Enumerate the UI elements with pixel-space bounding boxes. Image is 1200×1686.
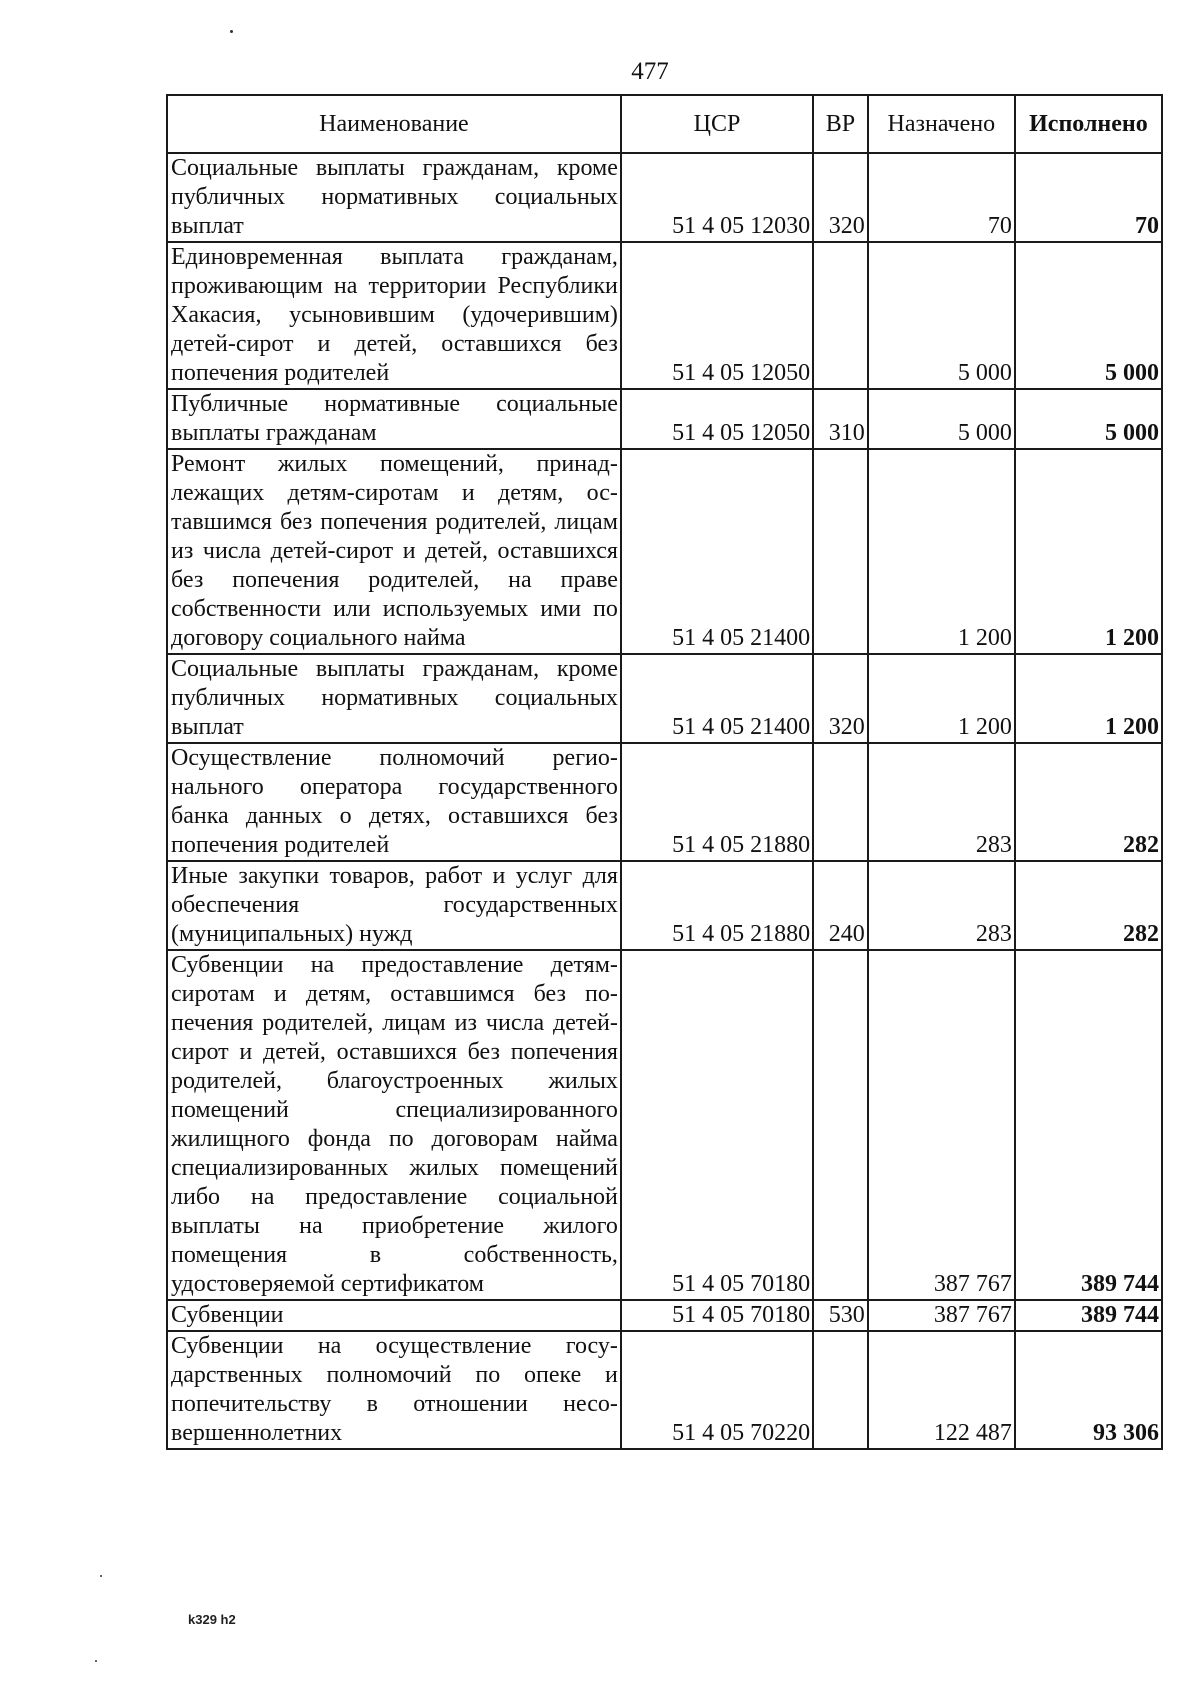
document-code: k329 h2 (188, 1612, 236, 1627)
table-row (167, 389, 1162, 449)
row-executed: 1 200 (1015, 654, 1162, 743)
row-vr (813, 242, 868, 389)
header-name: Наименование (167, 95, 621, 153)
header-assigned: Назначено (868, 95, 1015, 153)
table-row (167, 1331, 1162, 1449)
row-csr: 51 4 05 12050 (621, 389, 813, 449)
row-name: Субвенции на осуществление государственных полномочий по опеке и попечительству в отношении несовершеннолетних (167, 1331, 621, 1449)
row-vr (813, 1331, 868, 1449)
row-assigned: 5 000 (868, 242, 1015, 389)
row-name: Ремонт жилых помещений, принадлежащих детям-сиротам и детям, оставшимся без попечения родителей, лицам из числа детей-сирот и детей, оставшихся без попечения родителей, на праве собственности или используемых ими по договору социального найма (167, 449, 621, 654)
row-name: Иные закупки товаров, работ и услуг для обеспечения государственных (муниципальных) нужд (167, 861, 621, 950)
row-vr (813, 449, 868, 654)
scan-speck (95, 1660, 97, 1662)
row-vr (813, 950, 868, 1300)
page-number: 477 (631, 58, 669, 85)
row-name: Субвенции (167, 1300, 621, 1331)
row-vr: 530 (813, 1300, 868, 1331)
table-row (167, 654, 1162, 743)
row-assigned: 5 000 (868, 389, 1015, 449)
table-row (167, 743, 1162, 861)
row-executed: 389 744 (1015, 950, 1162, 1300)
row-assigned: 122 487 (868, 1331, 1015, 1449)
row-name: Единовременная выплата гражданам, проживающим на территории Республики Хакасия, усыновившим (удочерившим) детей-сирот и детей, оставшихся без попечения родителей (167, 242, 621, 389)
row-assigned: 70 (868, 153, 1015, 242)
row-csr: 51 4 05 12030 (621, 153, 813, 242)
row-assigned: 283 (868, 743, 1015, 861)
row-csr: 51 4 05 21880 (621, 861, 813, 950)
row-executed: 70 (1015, 153, 1162, 242)
row-vr: 320 (813, 153, 868, 242)
row-executed: 93 306 (1015, 1331, 1162, 1449)
header-executed: Исполнено (1015, 95, 1162, 153)
table-row (167, 861, 1162, 950)
table-row (167, 449, 1162, 654)
row-assigned: 387 767 (868, 1300, 1015, 1331)
row-name: Социальные выплаты гражданам, кроме публичных нормативных социальных выплат (167, 153, 621, 242)
row-executed: 282 (1015, 743, 1162, 861)
row-csr: 51 4 05 70220 (621, 1331, 813, 1449)
scan-speck (100, 1575, 102, 1577)
row-name: Субвенции на предоставление детям-сиротам и детям, оставшимся без попечения родителей, лицам из числа детей-сирот и детей, оставшихся без попечения родителей, благоустроенных жилых помещений специализированного жилищного фонда по договорам найма специализированных жилых помещений либо на предоставление социальной выплаты на приобретение жилого помещения в собственность, удостоверяемой сертификатом (167, 950, 621, 1300)
header-csr: ЦСР (621, 95, 813, 153)
row-csr: 51 4 05 21880 (621, 743, 813, 861)
row-csr: 51 4 05 21400 (621, 449, 813, 654)
row-executed: 389 744 (1015, 1300, 1162, 1331)
row-csr: 51 4 05 70180 (621, 1300, 813, 1331)
row-executed: 1 200 (1015, 449, 1162, 654)
row-csr: 51 4 05 21400 (621, 654, 813, 743)
row-name: Публичные нормативные социальные выплаты гражданам (167, 389, 621, 449)
row-name: Социальные выплаты гражданам, кроме публичных нормативных социальных выплат (167, 654, 621, 743)
row-assigned: 1 200 (868, 654, 1015, 743)
row-executed: 5 000 (1015, 389, 1162, 449)
row-executed: 282 (1015, 861, 1162, 950)
table-row (167, 1300, 1162, 1331)
row-vr: 310 (813, 389, 868, 449)
row-assigned: 387 767 (868, 950, 1015, 1300)
row-assigned: 283 (868, 861, 1015, 950)
table-header-row (167, 95, 1162, 153)
table-row (167, 153, 1162, 242)
row-executed: 5 000 (1015, 242, 1162, 389)
row-name: Осуществление полномочий регионального оператора государственного банка данных о детях, оставшихся без попечения родителей (167, 743, 621, 861)
table-row (167, 950, 1162, 1300)
row-vr: 320 (813, 654, 868, 743)
table-row (167, 242, 1162, 389)
row-vr: 240 (813, 861, 868, 950)
row-vr (813, 743, 868, 861)
budget-table (166, 94, 1163, 1450)
header-vr: ВР (813, 95, 868, 153)
row-csr: 51 4 05 12050 (621, 242, 813, 389)
row-csr: 51 4 05 70180 (621, 950, 813, 1300)
scan-speck (230, 30, 233, 33)
row-assigned: 1 200 (868, 449, 1015, 654)
